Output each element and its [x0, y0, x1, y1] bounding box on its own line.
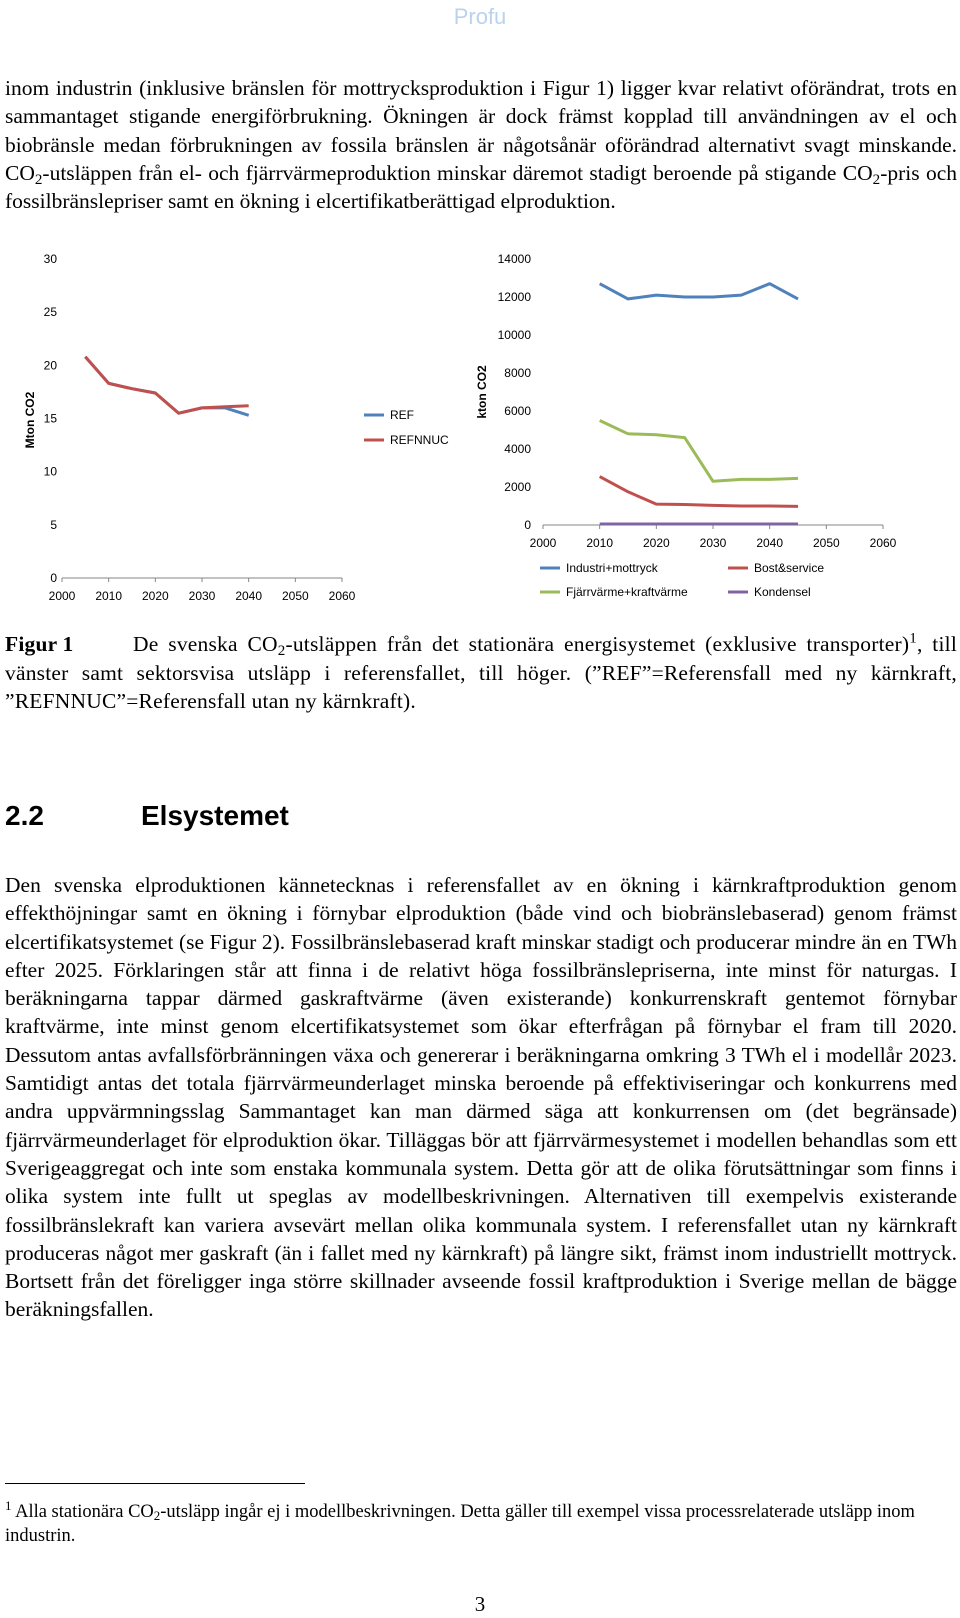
left-chart-mton-co2 [0, 252, 480, 622]
y-tick-label: 6000 [504, 404, 531, 418]
intro-text-2: -utsläppen från el- och fjärrvärmeproduktion minskar däremot stadigt beroende på stigande CO [42, 160, 873, 185]
y-tick-label: 20 [43, 358, 57, 373]
legend-label-refnnuc: REFNNUC [390, 433, 449, 447]
y-tick-label: 5 [50, 517, 57, 532]
x-tick-label: 2060 [328, 589, 356, 603]
section-title: Elsystemet [141, 800, 289, 831]
intro-text-1: inom industrin (inklusive bränslen för mottrycksproduktion i Figur 1) ligger kvar relativt oförändrat, trots en sammantaget stigande energiförbrukning. Ökningen är dock främst kopplad till användningen av el och biobränsle medan förbrukningen av fossila bränslen är någotsånär oförändrad alternativt svagt minskande. CO [5, 76, 957, 185]
footnote [5, 1497, 957, 1548]
y-axis-label: kton CO2 [475, 365, 489, 419]
series-line-refnnuc [85, 357, 248, 413]
caption-text-3: , till vänster samt sektorsvisa utsläpp i referensfallet, till höger. (”REF”=Referensfall med ny kärnkraft, ”REFNNUC”=Referensfall utan ny kärnkraft). [5, 632, 958, 713]
series-line-industri-mottryck [600, 284, 798, 299]
footnote-text-1: Alla stationära CO [15, 1502, 154, 1522]
series-line-fj-rrv-rme-kraftv-rme [600, 421, 798, 482]
caption-text-1: De svenska CO [133, 632, 278, 656]
x-tick-label: 2000 [48, 589, 76, 603]
y-tick-label: 30 [43, 252, 57, 266]
intro-text-3: -pris och fossilbränslepriser samt en ökning i elcertifikatberättigad elproduktion. [5, 160, 957, 214]
legend-label-fj-rrv-rme-kraftv-rme: Fjärrvärme+kraftvärme [566, 585, 688, 599]
y-tick-label: 10 [43, 464, 57, 479]
legend-label-industri-mottryck: Industri+mottryck [566, 561, 658, 575]
legend-label-bost-service: Bost&service [754, 561, 825, 575]
footnote-mark: 1 [5, 1497, 12, 1513]
y-tick-label: 4000 [504, 442, 531, 456]
y-tick-label: 8000 [504, 366, 531, 380]
x-tick-label: 2050 [281, 589, 309, 603]
y-tick-label: 14000 [497, 252, 531, 266]
x-tick-label: 2010 [586, 536, 614, 550]
y-tick-label: 2000 [504, 480, 531, 494]
right-chart-kton-co2 [475, 252, 940, 622]
x-tick-label: 2050 [812, 536, 840, 550]
y-tick-label: 25 [43, 305, 57, 320]
legend-label-ref: REF [390, 408, 414, 422]
body-paragraph: Den svenska elproduktionen kännetecknas i referensfallet av en ökning i kärnkraftproduktion genom effekthöjningar samt en ökning i förnybar elproduktion (både vind och biobränslebaserad) genom främst elcertifikatsystemet (se Figur 2). Fossilbränslebaserad kraft minskar stadigt och producerar mindre än en TWh efter 2025. Förklaringen står att finna i de relativt höga fossilbränslepriserna, inte minst för naturgas. I beräkningarna tappar därmed gaskraftvärme (även existerande) konkurrenskraft gentemot förnybar kraftvärme, inte minst genom elcertifikatsystemet som ökar efterfrågan på förnybar el fram till 2020. Dessutom antas avfallsförbränningen växa och genererar i beräkningarna omkring 3 TWh el i modellår 2023. Samtidigt antas det totala fjärrvärmeunderlaget minska beroende på effektiviseringar och konkurrens med andra uppvärmningsslag Sammantaget kan man därmed säga att konkurrensen om (det begränsade) fjärrvärmeunderlaget för elproduktion ökar. Tilläggas bör att fjärrvärmesystemet i modellen behandlas som ett Sverigeaggregat och inte som enstaka kommunala system. Detta gör att de olika förutsättningar som finns i olika system inte fullt ut speglas av modellbeskrivningen. Alternativen till exempelvis existerande fossilbränslekraft kan variera avsevärt mellan olika kommunala system. I referensfallet utan ny kärnkraft produceras något mer gaskraft (än i fallet med ny kärnkraft) på längre sikt, främst inom industriellt mottryck. Bortsett från det föreligger inga större skillnader avseende fossil kraftproduktion i Sverige mellan de bägge beräkningsfallen. [5, 873, 957, 1322]
section-heading [5, 800, 289, 832]
x-tick-label: 2040 [756, 536, 784, 550]
y-tick-label: 0 [524, 518, 531, 532]
footnote-text-2: -utsläpp ingår ej i modellbeskrivningen. Detta gäller till exempel vissa processrelaterade utsläpp inom industrin. [5, 1502, 915, 1546]
x-tick-label: 2040 [235, 589, 263, 603]
footnote-divider [5, 1483, 305, 1484]
y-tick-label: 15 [43, 411, 57, 426]
x-tick-label: 2020 [141, 589, 169, 603]
y-tick-label: 10000 [497, 328, 531, 342]
x-tick-label: 2010 [95, 589, 123, 603]
watermark: Profu [453, 4, 507, 29]
x-tick-label: 2060 [869, 536, 897, 550]
caption-footnote-ref: 1 [909, 630, 917, 647]
x-tick-label: 2020 [642, 536, 670, 550]
page-number: 3 [474, 1592, 486, 1616]
figure-caption [5, 630, 957, 716]
y-axis-label: Mton CO2 [23, 391, 37, 449]
footnote-subscript: 2 [153, 1508, 161, 1524]
intro-subscript-2: 2 [872, 171, 881, 188]
figure-label: Figur 1 [5, 632, 74, 656]
section-number: 2.2 [5, 800, 44, 831]
series-line-bost-service [600, 477, 798, 507]
caption-text-2: -utsläppen från det stationära energisystemet (exklusive transporter) [285, 632, 910, 656]
intro-paragraph [5, 74, 957, 215]
y-tick-label: 12000 [497, 290, 531, 304]
caption-subscript: 2 [277, 642, 286, 659]
x-tick-label: 2000 [529, 536, 557, 550]
x-tick-label: 2030 [699, 536, 727, 550]
intro-subscript-1: 2 [34, 171, 43, 188]
y-tick-label: 0 [50, 571, 57, 585]
x-tick-label: 2030 [188, 589, 216, 603]
legend-label-kondensel: Kondensel [754, 585, 811, 599]
